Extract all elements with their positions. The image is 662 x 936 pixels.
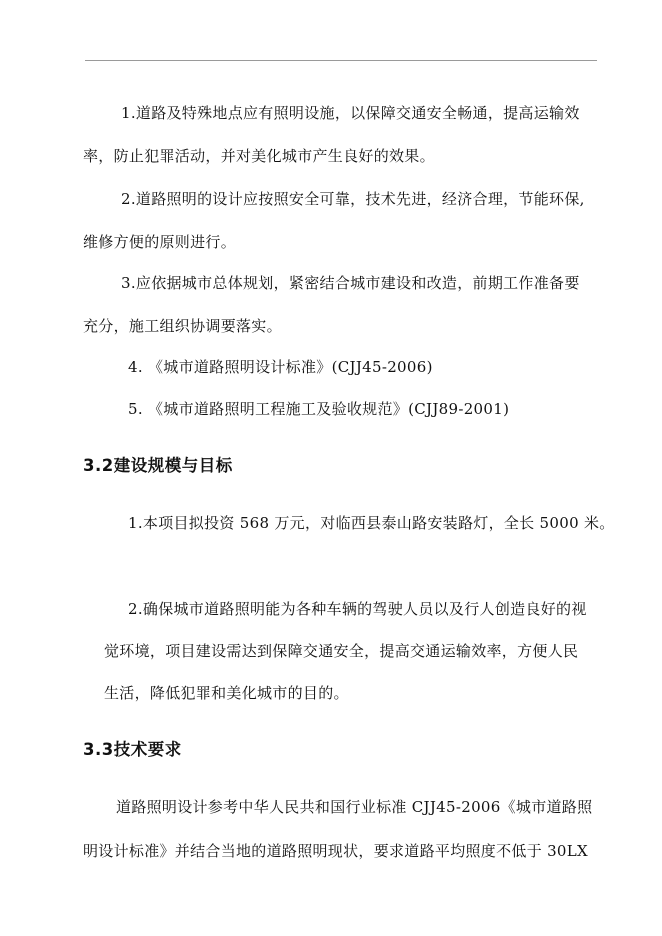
item2-line1: 2.道路照明的设计应按照安全可靠，技术先进，经济合理，节能环保, [121,190,585,208]
item4-standard: 4. 《城市道路照明设计标准》(CJJ45-2006) [128,358,433,376]
item3-line2: 充分，施工组织协调要落实。 [83,317,282,335]
item1-line2: 率，防止犯罪活动，并对美化城市产生良好的效果。 [83,147,435,165]
item2-line2: 维修方便的原则进行。 [83,233,237,251]
section-3-2-item2-line1: 2.确保城市道路照明能为各种车辆的驾驶人员以及行人创造良好的视 [128,600,587,618]
section-3-3-para-line2: 明设计标准》并结合当地的道路照明现状，要求道路平均照度不低于 30LX [83,842,588,860]
section-3-3-heading: 3.3技术要求 [83,740,182,759]
item1-line1: 1.道路及特殊地点应有照明设施，以保障交通安全畅通，提高运输效 [121,104,580,122]
section-3-2-item2-line2: 觉环境，项目建设需达到保障交通安全，提高交通运输效率，方便人民 [104,642,579,660]
section-3-2-heading: 3.2建设规模与目标 [83,456,233,475]
section-3-3-para-line1: 道路照明设计参考中华人民共和国行业标准 CJJ45-2006《城市道路照 [116,798,593,816]
item3-line1: 3.应依据城市总体规划，紧密结合城市建设和改造，前期工作准备要 [121,274,580,292]
section-3-2-item2-line3: 生活，降低犯罪和美化城市的目的。 [104,684,349,702]
item5-standard: 5. 《城市道路照明工程施工及验收规范》(CJJ89-2001) [128,400,510,418]
header-rule [85,60,597,61]
section-3-2-item1: 1.本项目拟投资 568 万元，对临西县泰山路安装路灯，全长 5000 米。 [128,514,615,532]
